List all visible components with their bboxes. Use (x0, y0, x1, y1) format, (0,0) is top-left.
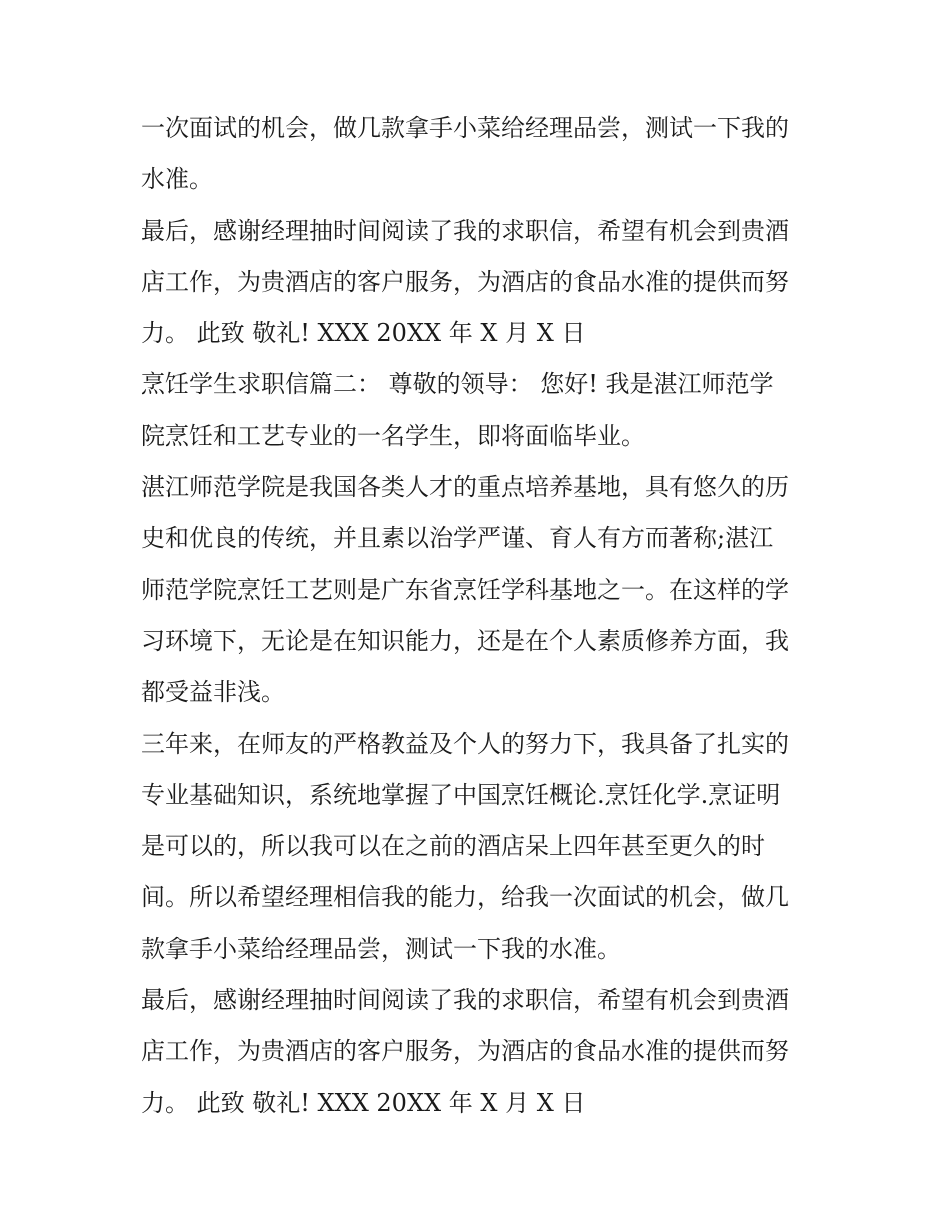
text-line: 最后，感谢经理抽时间阅读了我的求职信，希望有机会到贵酒 (141, 216, 789, 245)
text-line: 三年来，在师友的严格教益及个人的努力下，我具备了扎实的 (141, 729, 789, 758)
text-line: 水准。 (141, 165, 213, 194)
text-line: 店工作，为贵酒店的客户服务，为酒店的食品水准的提供而努 (141, 267, 789, 296)
text-line: 店工作，为贵酒店的客户服务，为酒店的食品水准的提供而努 (141, 1037, 789, 1066)
text-line: 间。所以希望经理相信我的能力，给我一次面试的机会，做几 (141, 883, 789, 912)
text-line: 是可以的，所以我可以在之前的酒店呆上四年甚至更久的时 (141, 832, 765, 861)
text-line: 院烹饪和工艺专业的一名学生，即将面临毕业。 (141, 421, 645, 450)
text-line: 力。 此致 敬礼! XXX 20XX 年 X 月 X 日 (141, 1088, 586, 1117)
text-line: 湛江师范学院是我国各类人才的重点培养基地，具有悠久的历 (141, 473, 789, 502)
text-line: 史和优良的传统，并且素以治学严谨、育人有方而著称;湛江 (141, 524, 774, 553)
text-line: 师范学院烹饪工艺则是广东省烹饪学科基地之一。在这样的学 (141, 575, 789, 604)
text-line: 专业基础知识，系统地掌握了中国烹饪概论.烹饪化学.烹证明 (141, 780, 781, 809)
text-line: 一次面试的机会，做几款拿手小菜给经理品尝，测试一下我的 (141, 114, 789, 142)
text-line: 习环境下，无论是在知识能力，还是在个人素质修养方面，我 (141, 626, 789, 655)
document-body (141, 103, 821, 1129)
text-line: 都受益非浅。 (141, 678, 285, 707)
text-line: 最后，感谢经理抽时间阅读了我的求职信，希望有机会到贵酒 (141, 986, 789, 1015)
text-line: 烹饪学生求职信篇二： 尊敬的领导： 您好! 我是湛江师范学 (141, 370, 774, 399)
text-line: 力。 此致 敬礼! XXX 20XX 年 X 月 X 日 (141, 319, 586, 348)
text-line: 款拿手小菜给经理品尝，测试一下我的水准。 (141, 934, 621, 963)
